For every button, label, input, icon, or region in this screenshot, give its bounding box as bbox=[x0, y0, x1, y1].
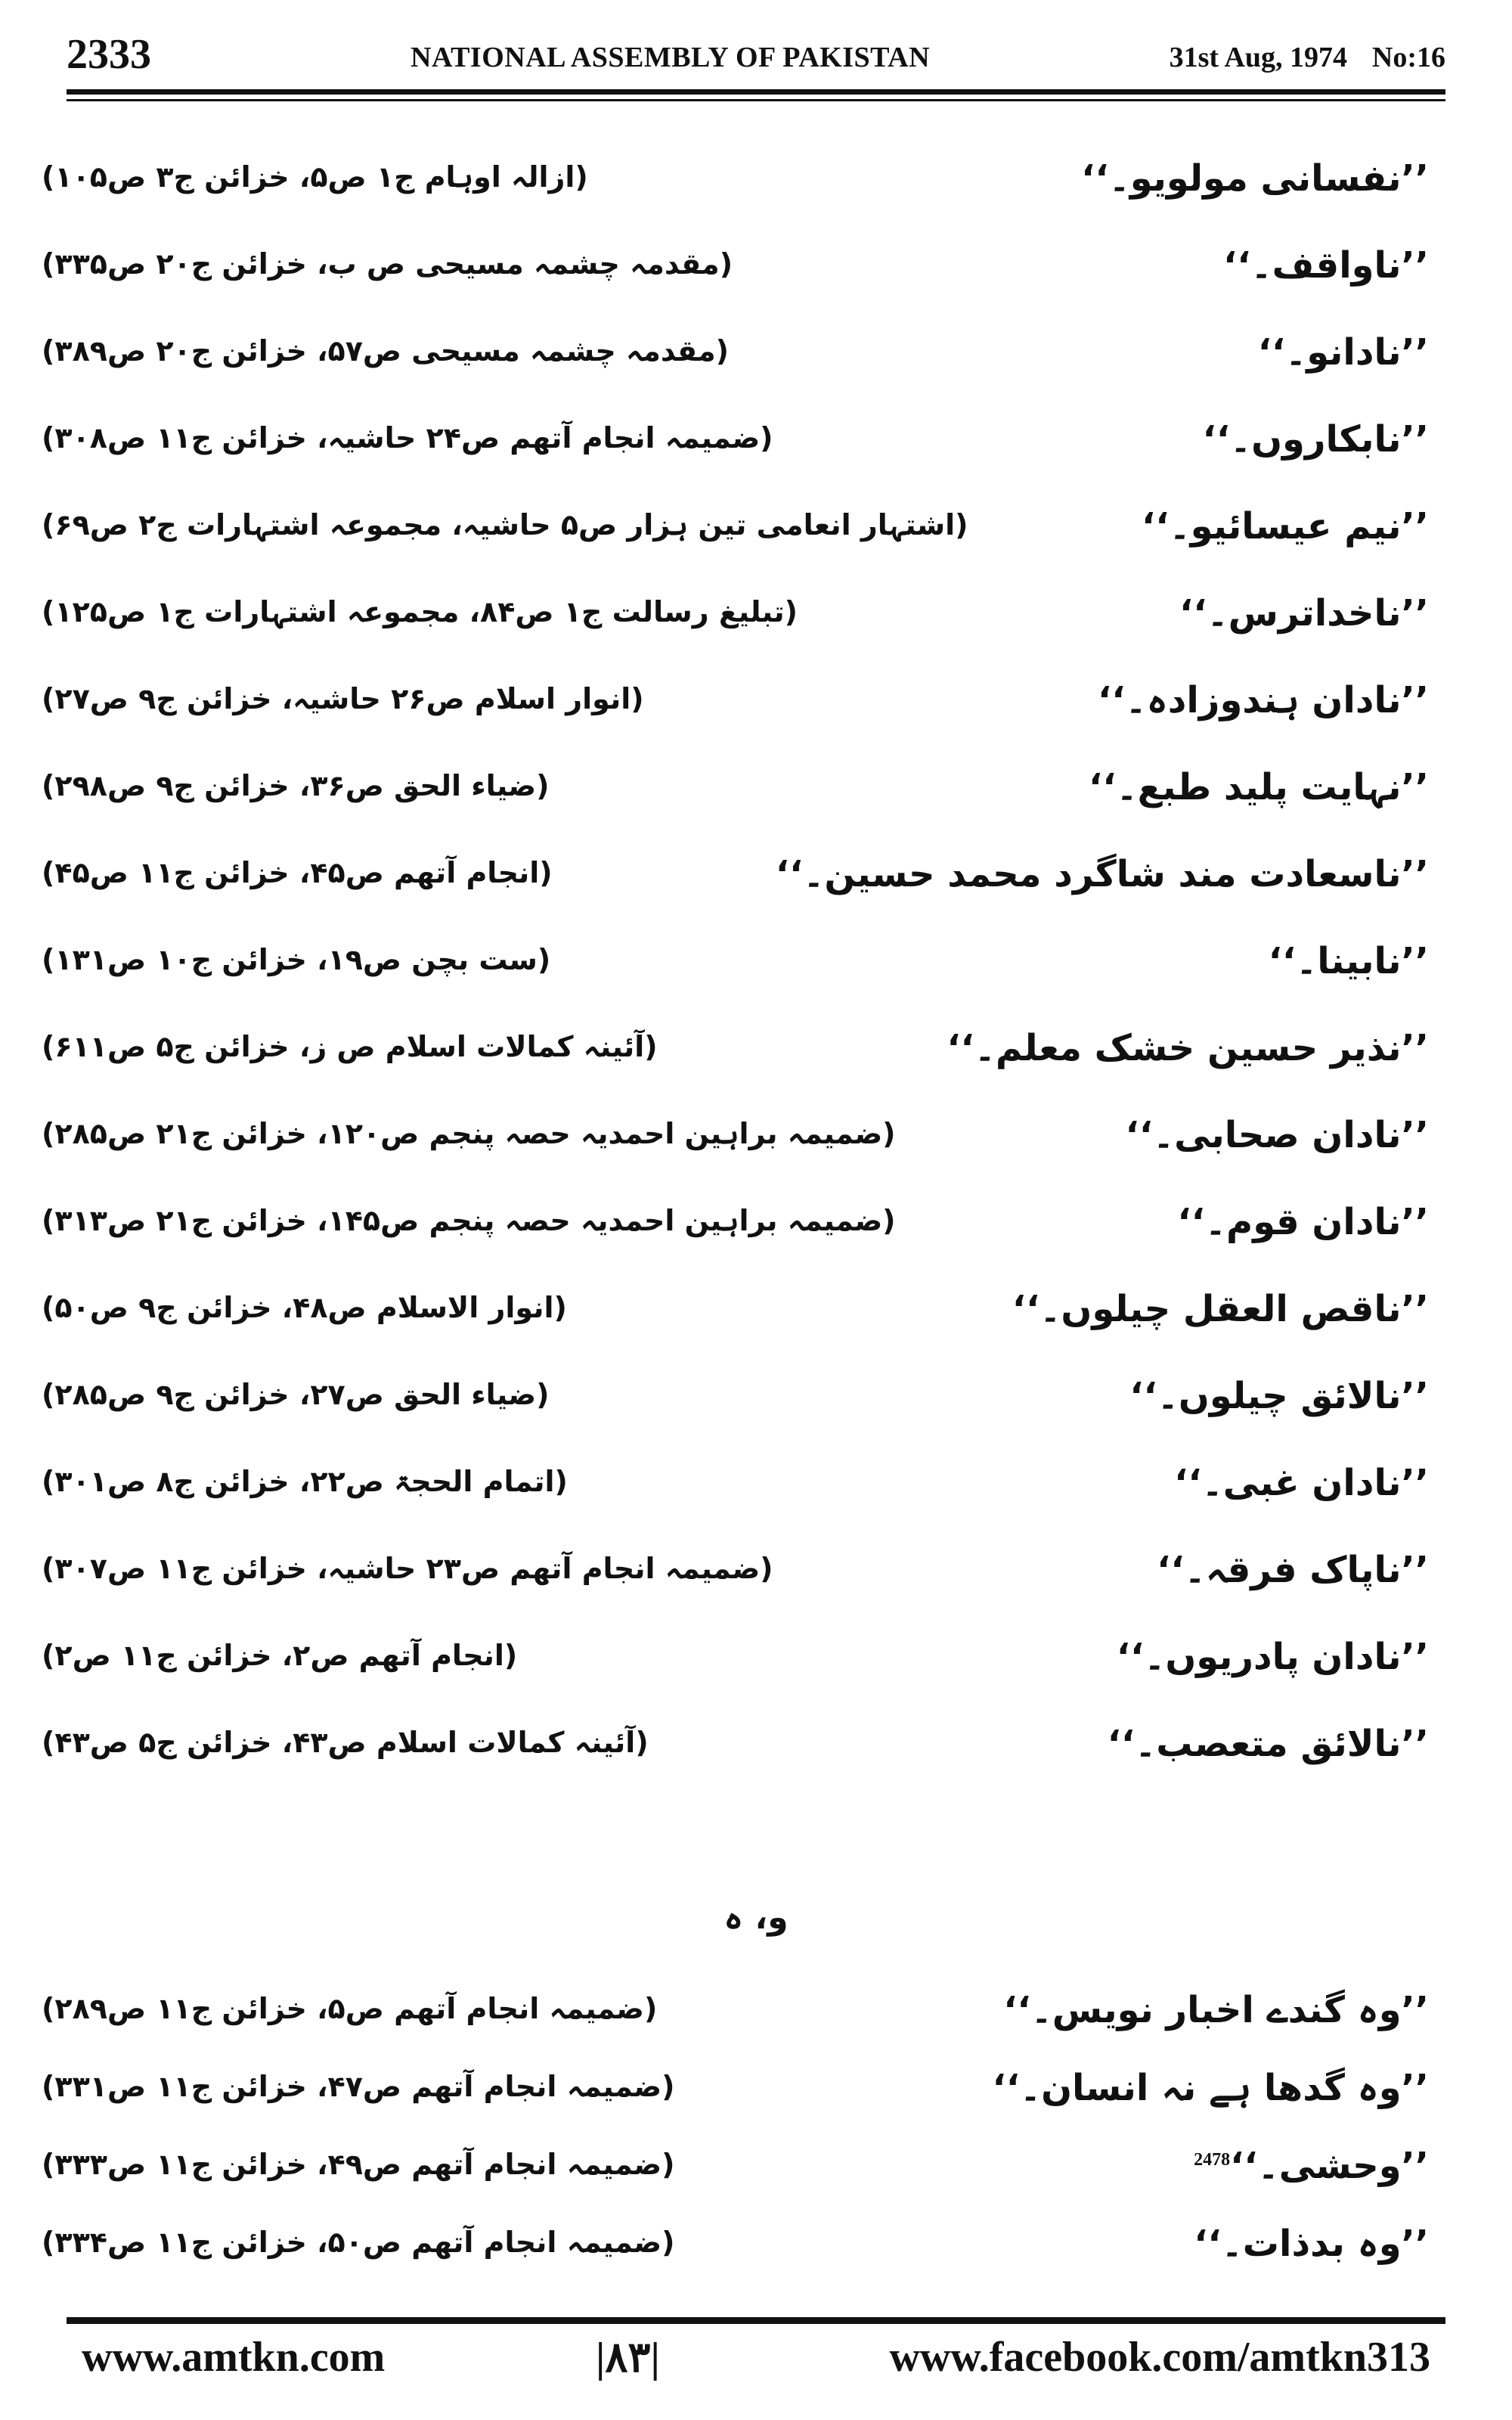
header-rule-thin bbox=[67, 99, 1445, 101]
entry-reference: (ضیاء الحق ص۲۷، خزائن ج۹ ص۲۸۵) bbox=[42, 1378, 550, 1411]
entry-row bbox=[42, 2059, 1429, 2135]
entry-row bbox=[42, 324, 1429, 399]
entry-term: ’’وہ گدھا ہے نہ انسان۔‘‘ bbox=[992, 2067, 1429, 2109]
entry-term: ’’ناقص العقل چیلوں۔‘‘ bbox=[1012, 1288, 1429, 1330]
entry-term: ’’نفسانی مولویو۔‘‘ bbox=[1081, 157, 1429, 200]
entry-reference: (انجام آتھم ص۴۵، خزائن ج۱۱ ص۴۵) bbox=[42, 856, 553, 889]
entry-row bbox=[42, 411, 1429, 486]
entry-term: ’’نہایت پلید طبع۔‘‘ bbox=[1088, 766, 1429, 808]
entry-term: ’’ناسعادت مند شاگرد محمد حسین۔‘‘ bbox=[775, 853, 1429, 895]
entry-reference: (اتمام الحجۃ ص۲۲، خزائن ج۸ ص۳۰۱) bbox=[42, 1465, 568, 1498]
entry-row bbox=[42, 1367, 1429, 1443]
entry-reference: (انوار الاسلام ص۴۸، خزائن ج۹ ص۵۰) bbox=[42, 1291, 567, 1324]
entry-term: ’’نالائق چیلوں۔‘‘ bbox=[1129, 1375, 1429, 1417]
entry-row bbox=[42, 150, 1429, 225]
entry-row bbox=[42, 845, 1429, 921]
entry-row bbox=[42, 237, 1429, 312]
footer-facebook-link[interactable]: www.facebook.com/amtkn313 bbox=[889, 2334, 1430, 2381]
entry-row bbox=[42, 1280, 1429, 1356]
entry-reference: (ضمیمہ انجام آتھم ص۵، خزائن ج۱۱ ص۲۸۹) bbox=[42, 1992, 658, 2025]
entry-term: ’’ناواقف۔‘‘ bbox=[1223, 244, 1429, 287]
entry-term: ’’نالائق متعصب۔‘‘ bbox=[1107, 1723, 1429, 1765]
entry-reference: (ضمیمہ انجام آتھم ص۴۷، خزائن ج۱۱ ص۳۳۱) bbox=[42, 2070, 675, 2103]
entry-term: ’’نذیر حسین خشک معلم۔‘‘ bbox=[947, 1027, 1429, 1069]
entry-term-text: ’’وحشی۔‘‘ bbox=[1230, 2145, 1429, 2187]
entry-reference: (ست بچن ص۱۹، خزائن ج۱۰ ص۱۳۱) bbox=[42, 943, 551, 976]
footer-rule bbox=[67, 2317, 1445, 2324]
entry-row bbox=[42, 1628, 1429, 1704]
entry-row bbox=[42, 932, 1429, 1008]
entry-term: ’’نابکاروں۔‘‘ bbox=[1202, 418, 1429, 461]
entry-term: ’’نادان صحابی۔‘‘ bbox=[1125, 1114, 1429, 1156]
section-heading: و، ہ bbox=[723, 1898, 789, 1937]
footer-website-link[interactable]: www.amtkn.com bbox=[82, 2334, 386, 2381]
footer-page-number: |۸۳| bbox=[596, 2335, 660, 2381]
entry-row bbox=[42, 1019, 1429, 1095]
entry-reference: (ضمیمہ براہین احمدیہ حصہ پنجم ص۱۴۵، خزائن ج۲۱ ص۳۱۳) bbox=[42, 1204, 896, 1237]
entry-row bbox=[42, 2215, 1429, 2291]
page-number: 2333 bbox=[67, 31, 151, 78]
entry-reference: (ضمیمہ انجام آتھم ص۵۰، خزائن ج۱۱ ص۳۳۴) bbox=[42, 2226, 675, 2259]
entry-row bbox=[42, 1541, 1429, 1617]
entry-reference: (ضمیمہ انجام آتھم ص۴۹، خزائن ج۱۱ ص۳۳۳) bbox=[42, 2148, 675, 2181]
entry-term: ’’ناپاک فرقہ۔‘‘ bbox=[1157, 1549, 1429, 1591]
header-title: NATIONAL ASSEMBLY OF PAKISTAN bbox=[411, 42, 931, 73]
entry-term: ’’ناخداترس۔‘‘ bbox=[1179, 592, 1429, 634]
entry-term: ’’نادانو۔‘‘ bbox=[1257, 331, 1429, 374]
entry-reference: (ازالہ اوہام ج۱ ص۵، خزائن ج۳ ص۱۰۵) bbox=[42, 160, 588, 194]
entry-reference: (آئینہ کمالات اسلام ص۴۳، خزائن ج۵ ص۴۳) bbox=[42, 1726, 649, 1759]
entry-reference: (انوار اسلام ص۲۶ حاشیہ، خزائن ج۹ ص۲۷) bbox=[42, 682, 644, 715]
entry-term: ’’وہ گندے اخبار نویس۔‘‘ bbox=[1003, 1989, 1429, 2031]
entry-row bbox=[42, 1106, 1429, 1182]
entry-reference: (ضیاء الحق ص۳۶، خزائن ج۹ ص۲۹۸) bbox=[42, 769, 550, 802]
entry-reference: (آئینہ کمالات اسلام ص ز، خزائن ج۵ ص۶۱۱) bbox=[42, 1030, 658, 1063]
entry-reference: (مقدمہ چشمہ مسیحی ص ب، خزائن ج۲۰ ص۳۳۵) bbox=[42, 247, 733, 281]
entry-reference: (انجام آتھم ص۲، خزائن ج۱۱ ص۲) bbox=[42, 1639, 518, 1672]
entry-reference: (تبلیغ رسالت ج۱ ص۸۴، مجموعہ اشتہارات ج۱ ص۱۲۵) bbox=[42, 595, 798, 628]
entry-row bbox=[42, 1981, 1429, 2057]
entry-row bbox=[42, 585, 1429, 660]
header-rule-thick bbox=[67, 89, 1445, 95]
entry-term: ’’نابینا۔‘‘ bbox=[1268, 940, 1429, 982]
page-footer bbox=[67, 2333, 1445, 2401]
entry-row bbox=[42, 2137, 1429, 2213]
entry-reference: (اشتہار انعامی تین ہزار ص۵ حاشیہ، مجموعہ اشتہارات ج۲ ص۶۹) bbox=[42, 508, 968, 541]
entry-term: ’’نادان قوم۔‘‘ bbox=[1177, 1201, 1429, 1243]
entry-term: ’’نیم عیسائیو۔‘‘ bbox=[1142, 505, 1429, 548]
entry-row bbox=[42, 1193, 1429, 1269]
entry-reference: (مقدمہ چشمہ مسیحی ص۵۷، خزائن ج۲۰ ص۳۸۹) bbox=[42, 334, 730, 368]
entry-reference: (ضمیمہ انجام آتھم ص۲۴ حاشیہ، خزائن ج۱۱ ص۳۰۸) bbox=[42, 421, 773, 455]
header-number: No:16 bbox=[1371, 42, 1445, 73]
entry-row bbox=[42, 1715, 1429, 1791]
entry-reference: (ضمیمہ براہین احمدیہ حصہ پنجم ص۱۲۰، خزائن ج۲۱ ص۲۸۵) bbox=[42, 1117, 896, 1150]
entry-reference: (ضمیمہ انجام آتھم ص۲۳ حاشیہ، خزائن ج۱۱ ص۳۰۷) bbox=[42, 1552, 773, 1585]
entry-term: ’’نادان غبی۔‘‘ bbox=[1174, 1462, 1429, 1504]
entry-row bbox=[42, 1454, 1429, 1530]
entry-term: ’’نادان ہندوزادہ۔‘‘ bbox=[1098, 679, 1429, 721]
page-header bbox=[67, 30, 1445, 83]
footnote-marker: 2478 bbox=[1194, 2150, 1231, 2170]
entry-term: ’’وہ بدذات۔‘‘ bbox=[1194, 2223, 1429, 2265]
header-date: 31st Aug, 1974 bbox=[1169, 42, 1347, 73]
entry-row bbox=[42, 672, 1429, 747]
entry-term bbox=[1191, 2145, 1429, 2187]
entry-row bbox=[42, 498, 1429, 573]
entry-term: ’’نادان پادریوں۔‘‘ bbox=[1116, 1636, 1429, 1678]
entry-row bbox=[42, 759, 1429, 834]
